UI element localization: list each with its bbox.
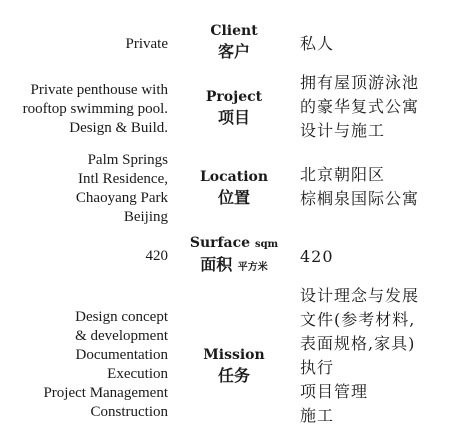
text-line: Execution <box>107 366 168 382</box>
project-label <box>176 88 292 128</box>
text-line: Design & Build. <box>69 120 168 136</box>
location-label <box>176 168 292 208</box>
text-line: & development <box>75 328 168 344</box>
text-line: rooftop swimming pool. <box>22 101 168 117</box>
text-line: Chaoyang Park <box>75 190 168 206</box>
text-line: Private penthouse with <box>30 82 168 98</box>
mission-value-cn <box>300 284 466 428</box>
project-label-cn: 项目 <box>217 108 250 127</box>
text-line: 的豪华复式公寓 <box>300 97 420 116</box>
text-line: 私人 <box>300 34 335 53</box>
text-line: Palm Springs <box>87 152 168 168</box>
text-line: 表面规格,家具) <box>300 334 416 353</box>
surface-label-text: Surface <box>189 235 251 251</box>
surface-label-cn-text: 面积 <box>200 255 233 274</box>
surface-value-cn <box>300 245 466 269</box>
surface-label-cn <box>176 254 292 278</box>
location-label-cn: 位置 <box>217 188 250 207</box>
surface-unit-en: sqm <box>254 239 279 250</box>
surface-label-en <box>176 234 292 254</box>
location-value-en <box>0 151 168 227</box>
project-value-en <box>0 81 168 138</box>
surface-value-en <box>0 247 168 266</box>
mission-value-en <box>0 308 168 422</box>
text-line: 北京朝阳区 <box>300 165 386 184</box>
text-line: 拥有屋顶游泳池 <box>300 73 420 92</box>
project-label-en: Project <box>205 89 263 105</box>
text-line: 文件(参考材料, <box>300 310 416 329</box>
mission-label-en: Mission <box>203 347 265 363</box>
text-line: 420 <box>300 247 334 266</box>
surface-unit-cn: 平方米 <box>237 262 268 273</box>
client-value-cn <box>300 32 466 56</box>
client-label <box>176 22 292 62</box>
project-value-cn <box>300 71 466 143</box>
text-line: 420 <box>145 248 168 264</box>
text-line: Beijing <box>123 209 168 225</box>
location-value-cn <box>300 163 466 211</box>
mission-label <box>176 346 292 386</box>
text-line: Design concept <box>75 309 168 325</box>
text-line: 执行 <box>300 358 335 377</box>
text-line: 项目管理 <box>300 382 369 401</box>
surface-label <box>176 234 292 278</box>
text-line: 设计与施工 <box>300 121 386 140</box>
text-line: Intl Residence, <box>78 171 168 187</box>
text-line: Private <box>125 36 168 52</box>
client-label-cn: 客户 <box>217 42 250 61</box>
location-label-en: Location <box>199 169 269 185</box>
text-line: 设计理念与发展 <box>300 286 420 305</box>
text-line: Construction <box>90 404 168 420</box>
text-line: 棕榈泉国际公寓 <box>300 189 420 208</box>
text-line: 施工 <box>300 406 335 425</box>
client-value-en <box>0 35 168 54</box>
text-line: Documentation <box>75 347 168 363</box>
client-label-en: Client <box>210 23 258 39</box>
mission-label-cn: 任务 <box>217 366 250 385</box>
text-line: Project Management <box>43 385 168 401</box>
